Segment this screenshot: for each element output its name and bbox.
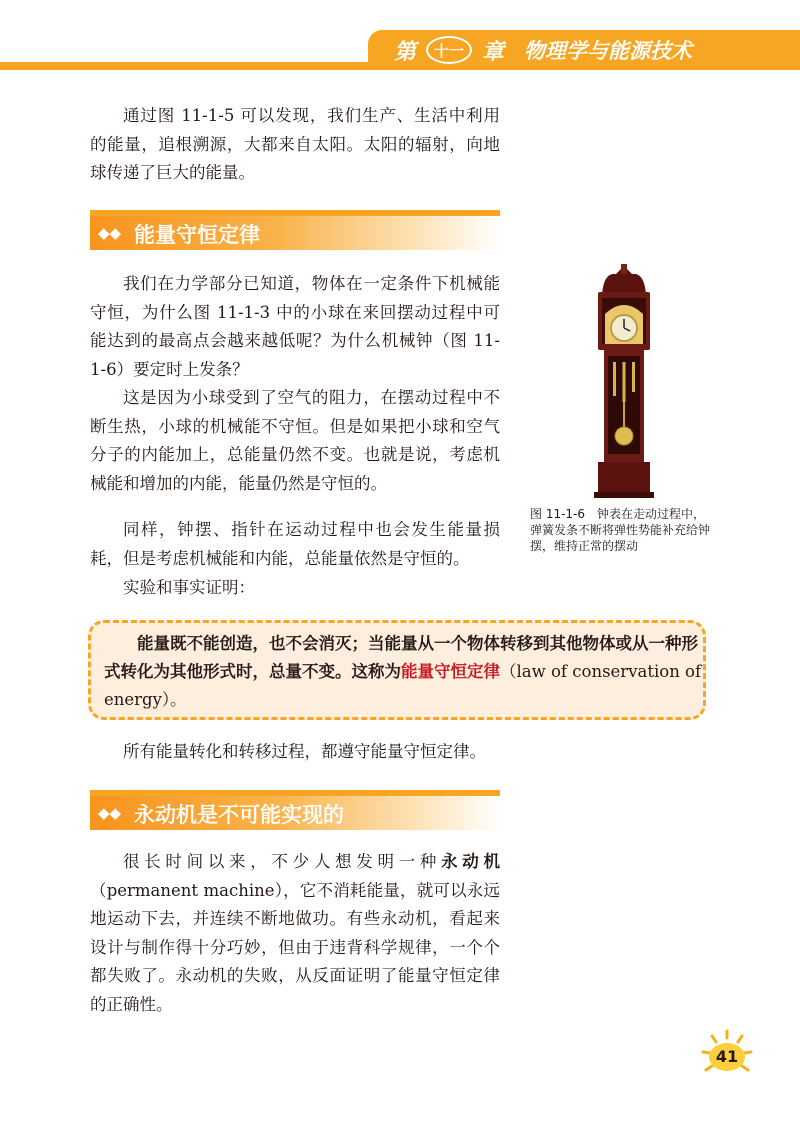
chapter-number-badge: 十一 bbox=[426, 36, 472, 64]
section-title: 能量守恒定律 bbox=[134, 223, 260, 247]
section-heading-perpetual-motion bbox=[90, 790, 500, 830]
chapter-title: 物理学与能源技术 bbox=[524, 39, 693, 63]
key-term: 永动机 bbox=[441, 852, 501, 871]
diamond-bullet-icon: ◆◆ bbox=[98, 804, 122, 822]
definition-text bbox=[104, 630, 704, 714]
definition-english: （law of conservation of energy）。 bbox=[104, 662, 702, 709]
page-number: 41 bbox=[715, 1046, 739, 1066]
chapter-char-before: 第 bbox=[394, 39, 417, 65]
intro-paragraph: 通过图 11-1-5 可以发现，我们生产、生活中利用的能量，追根溯源，大都来自太阳。太阳的辐射，向地球传递了巨大的能量。 bbox=[90, 106, 500, 182]
grandfather-clock-icon bbox=[584, 264, 664, 500]
paragraph: 同样，钟摆、指针在运动过程中也会发生能量损耗，但是考虑机械能和内能，总能量依然是守恒的。 bbox=[90, 520, 500, 568]
paragraph bbox=[90, 848, 500, 1019]
paragraph-rest: （permanent machine），它不消耗能量，就可以永远地运动下去，并连续不断地做功。有些永动机，看起来设计与制作得十分巧妙，但由于违背科学规律，一个个都失败了。永动机的失败，从反面证明了能量守恒定律的正确性。 bbox=[90, 880, 500, 1014]
diamond-bullet-icon: ◆◆ bbox=[98, 224, 122, 242]
paragraph: 这是因为小球受到了空气的阻力，在摆动过程中不断生热，小球的机械能不守恒。但是如果把小球和空气分子的内能加上，总能量仍然不变。也就是说，考虑机械能和增加的内能，能量仍然是守恒的。 bbox=[90, 388, 500, 493]
figure-caption: 图 11-1-6 钟表在走动过程中，弹簧发条不断将弹性势能补充给钟摆，维持正常的摆动 bbox=[530, 507, 711, 553]
definition-term: 能量守恒定律 bbox=[401, 662, 500, 681]
section-heading-energy-conservation bbox=[90, 210, 500, 250]
paragraph: 所有能量转化和转移过程，都遵守能量守恒定律。 bbox=[123, 742, 486, 761]
paragraph: 我们在力学部分已知道，物体在一定条件下机械能守恒，为什么图 11-1-3 中的小球在来回摆动过程中可能达到的最高点会越来越低呢？为什么机械钟（图 11-1-6）要定时上发条？ bbox=[90, 274, 500, 379]
section-title: 永动机是不可能实现的 bbox=[134, 803, 344, 827]
definition-statement: 能量既不能创造，也不会消灭；当能量从一个物体转移到其他物体或从一种形式转化为其他形式时，总量不变。这称为 bbox=[104, 634, 698, 681]
paragraph-start: 很长时间以来，不少人想发明一种 bbox=[123, 852, 442, 871]
chapter-char-after: 章 bbox=[482, 39, 505, 65]
paragraph: 实验和事实证明： bbox=[123, 578, 255, 597]
chapter-header bbox=[368, 30, 800, 70]
